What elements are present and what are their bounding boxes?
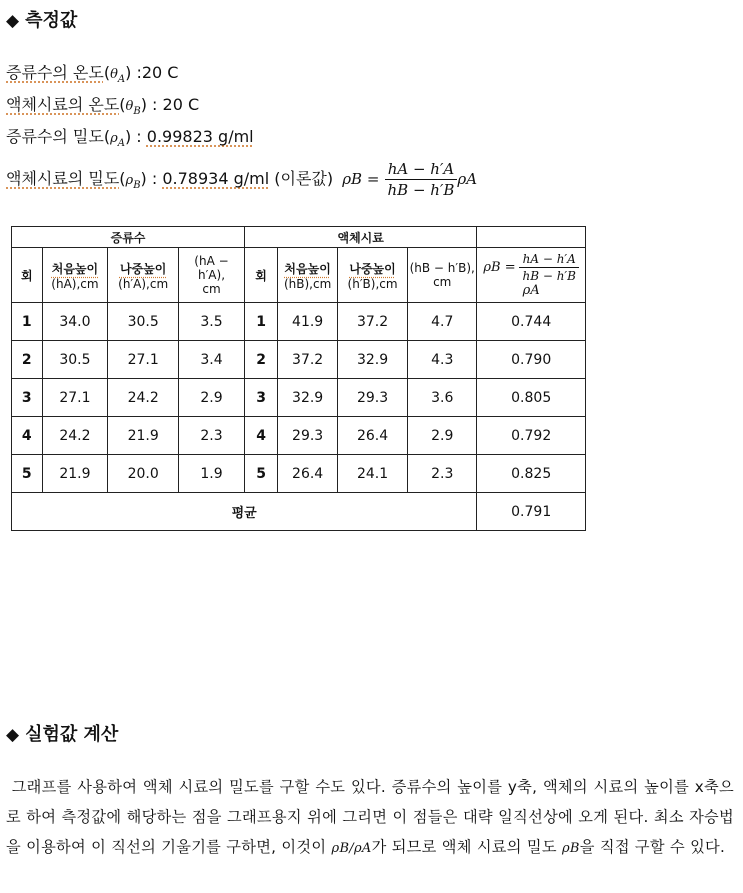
sample-density-line: 액체시료의 밀도$(\rho_B)$ : 0.78934 g/ml (이론값) ρB = $\frac{hA - h'A}{hB - h'B}$ ρA [6,160,478,199]
cell-density: 0.792 [477,417,586,455]
cell-water-initial: 24.2 [42,417,108,455]
cell-round-sample: 4 [245,417,278,455]
table-row [12,417,586,455]
header-initial-label: 처음높이 [51,261,99,276]
cell-sample-diff: 2.3 [408,455,477,493]
formula-lhs: ρB = [342,170,380,188]
cell-sample-initial: 29.3 [278,417,338,455]
section-title-calc-text: 실험값 계산 [25,724,119,745]
cell-water-initial: 30.5 [42,341,108,379]
cell-round-sample: 5 [245,455,278,493]
header-final-label: 나중높이 [349,261,396,276]
colon: : [151,169,158,188]
water-temperature-line: 증류수의 온도$(\theta_A)$ :20 C [6,63,179,86]
density-ratio: ρB/ρA [331,841,372,856]
cell-sample-final: 24.1 [338,455,408,493]
header-formula-tail: ρA [522,283,540,298]
theta-subscript: B [133,106,141,118]
cell-density: 0.790 [477,341,586,379]
header-formula-fraction [519,252,579,283]
cell-sample-initial: 41.9 [278,303,338,341]
cell-sample-final: 29.3 [338,379,408,417]
paragraph-part1: 그래프를 사용하여 액체 시료의 밀도를 구할 수도 있다. 증류수의 높이를 y축, 액체의 시료의 높이를 x축으로 하여 측정값에 해당하는 점을 그래프용지 위에 그리면 이 점들은 대략 일직선상에 오게 된다. 최소 자승법을 이용하여 이 직선의 기울기를 구하면, 이것이 [6,778,734,856]
cell-density: 0.805 [477,379,586,417]
cell-round: 1 [12,303,43,341]
group-header-water: 증류수 [12,227,245,248]
cell-water-final: 24.2 [108,379,179,417]
header-diff-unit: cm [433,275,452,289]
header-formula-numerator: hA − h′A [519,252,579,268]
water-density-value: 0.99823 g/ml [146,127,254,146]
rho-symbol: ρ [110,131,118,146]
cell-water-final: 30.5 [108,303,179,341]
header-formula-lhs: ρB = [483,260,516,275]
rho-subscript: A [117,138,125,150]
rho-subscript: B [133,180,141,192]
calc-paragraph [6,772,734,864]
cell-sample-diff: 4.7 [408,303,477,341]
cell-water-diff: 2.9 [178,379,244,417]
cell-sample-final: 32.9 [338,341,408,379]
header-final-unit: (h′B),cm [347,276,398,291]
header-final-label: 나중높이 [119,261,167,276]
cell-water-final: 20.0 [108,455,179,493]
cell-sample-diff: 4.3 [408,341,477,379]
group-header-sample: 액체시료 [245,227,477,248]
cell-round-sample: 3 [245,379,278,417]
table-row [12,455,586,493]
water-density-line: 증류수의 밀도$(\rho_A)$ : 0.99823 g/ml [6,127,254,150]
cell-water-diff: 1.9 [178,455,244,493]
cell-sample-initial: 26.4 [278,455,338,493]
header-diff-label: (hA − h′A), [194,254,229,282]
theta-symbol: θ [125,99,134,114]
header-diff-unit: cm [202,282,221,296]
paragraph-part3: 을 직접 구할 수 있다. [579,838,726,856]
cell-water-diff: 2.3 [178,417,244,455]
cell-round: 2 [12,341,43,379]
cell-round-sample: 1 [245,303,278,341]
cell-sample-diff: 3.6 [408,379,477,417]
sample-temperature-line: 액체시료의 온도$(\theta_B)$ : 20 C [6,95,200,118]
sample-temperature-label: 액체시료의 온도 [6,95,120,114]
rho-b-symbol: ρB [561,841,580,856]
cell-density: 0.825 [477,455,586,493]
cell-round-sample: 2 [245,341,278,379]
cell-water-diff: 3.5 [178,303,244,341]
colon: : [136,127,142,146]
average-label: 평균 [12,493,477,531]
measurement-table [11,226,586,531]
formula-tail: ρA [457,170,478,188]
header-diff-sample [408,248,477,303]
rho-symbol: ρ [125,173,134,188]
theta-subscript: A [117,74,126,86]
section-title-measured-text: 측정값 [25,10,78,31]
header-initial-unit: (hB),cm [283,276,332,291]
diamond-bullet-icon: ◆ [6,11,20,31]
header-initial-unit: (hA),cm [51,276,99,291]
cell-sample-final: 37.2 [338,303,408,341]
cell-round: 3 [12,379,43,417]
cell-water-final: 27.1 [108,341,179,379]
density-formula [385,160,458,199]
average-value: 0.791 [477,493,586,531]
header-final-unit: (h′A),cm [118,276,169,291]
table-row [12,303,586,341]
header-diff-water [178,248,244,303]
cell-sample-initial: 32.9 [278,379,338,417]
header-final-sample [338,248,408,303]
header-formula [477,248,586,303]
cell-water-diff: 3.4 [178,341,244,379]
water-density-label: 증류수의 밀도 [6,127,104,146]
theoretical-note: (이론값) [274,169,334,188]
water-temperature-label: 증류수의 온도 [6,63,104,82]
cell-water-initial: 27.1 [42,379,108,417]
header-initial-label: 처음높이 [284,261,331,276]
cell-water-final: 21.9 [108,417,179,455]
formula-numerator: hA − h′A [385,160,458,180]
table-row [12,341,586,379]
sample-temperature-value: : 20 C [152,95,200,114]
average-row [12,493,586,531]
header-final-water [108,248,179,303]
group-header-blank [477,227,586,248]
water-temperature-value: :20 C [136,63,179,82]
table-row [12,379,586,417]
cell-round: 4 [12,417,43,455]
header-formula-denominator: hB − h′B [522,269,576,283]
cell-water-initial: 21.9 [42,455,108,493]
header-initial-water [42,248,108,303]
cell-round: 5 [12,455,43,493]
cell-water-initial: 34.0 [42,303,108,341]
paragraph-part2: 가 되므로 액체 시료의 밀도 [371,838,557,856]
cell-sample-initial: 37.2 [278,341,338,379]
sample-density-label: 액체시료의 밀도 [6,169,120,188]
header-diff-label: (hB − h′B), [409,261,475,275]
cell-sample-final: 26.4 [338,417,408,455]
theta-symbol: θ [110,67,118,82]
header-initial-sample [278,248,338,303]
cell-sample-diff: 2.9 [408,417,477,455]
section-title-calc [6,720,118,746]
section-title-measured [6,6,77,32]
header-round-water: 회 [12,248,43,303]
formula-denominator: hB − h′B [387,181,455,199]
diamond-bullet-icon: ◆ [6,725,20,745]
cell-density: 0.744 [477,303,586,341]
header-round-sample: 회 [245,248,278,303]
sample-density-value: 0.78934 g/ml [162,169,270,188]
